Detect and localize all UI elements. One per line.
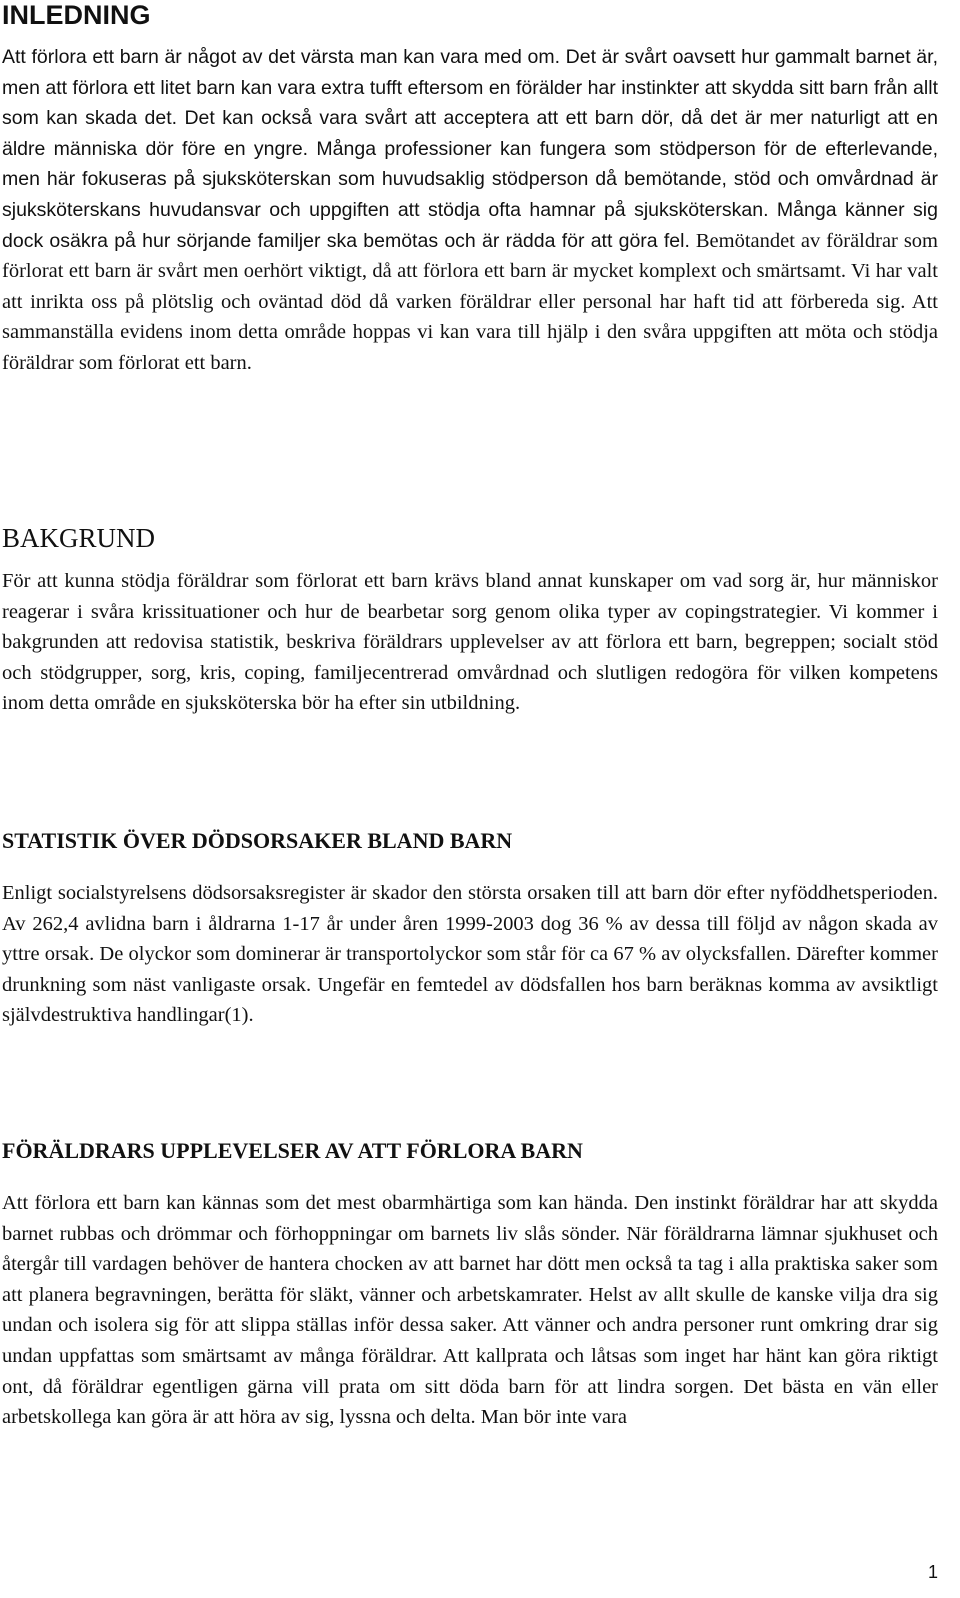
statistics-paragraph: Enligt socialstyrelsens dödsorsaksregister är skador den största orsaken till att barn dör efter nyföddhetsperioden. Av 262,4 avlidna barn i åldrarna 1-17 år under åren 1999-2003 dog 36 % av dessa till följd av någon skada av yttre orsak. De olyckor som dominerar är transportolyckor som står för ca 67 % av olycksfallen. Därefter kommer drunkning som näst vanligaste orsak. Ungefär en femtedel av dödsfallen hos barn beräknas komma av avsiktligt självdestruktiva handlingar(1). bbox=[2, 882, 938, 1027]
experiences-paragraph: Att förlora ett barn kan kännas som det mest obarmhärtiga som kan hända. Den instinkt föräldrar har att skydda barnet rubbas och drömmar och förhoppningar om barnets liv slås sönder. När föräldrarna lämnar sjukhuset och återgår till vardagen behöver de hantera chocken av att barnet har dött men också ta tag i alla praktiska saker som att planera begravningen, berätta för släkt, vänner och arbetskamrater. Helst av allt skulle de kanske vilja dra sig undan och isolera sig för att slippa ställas inför dessa saker. Att vänner och andra personer runt omkring drar sig undan uppfattas som smärtsamt av många föräldrar. Att kallprata och låtsas som inget har hänt kan göra riktigt ont, då föräldrar egentligen gärna vill prata om sitt döda barn för att lindra sorgen. Det bästa en vän eller arbetskollega kan göra är att höra av sig, lyssna och delta. Man bör inte vara bbox=[2, 1192, 938, 1429]
heading-foraldrars-upplevelser: FÖRÄLDRARS UPPLEVELSER AV ATT FÖRLORA BARN bbox=[2, 1138, 583, 1163]
intro-paragraph-serif-part: Bemötandet av föräldrar som förlorat ett barn är svårt men oerhört viktigt, då att förlora ett barn är mycket komplext och smärtsamt. Vi har valt att inrikta oss på plötslig och oväntad död då varken föräldrar eller personal har haft tid att förbereda sig. Att sammanställa evidens inom detta område hoppas vi kan vara till hjälp i den svåra uppgiften att möta och stödja föräldrar som förlorat ett barn. bbox=[2, 229, 939, 374]
intro-paragraph-sans-part: Att förlora ett barn är något av det värsta man kan vara med om. Det är svårt oavsett hur gammalt barnet är, men att förlora ett litet barn kan vara extra tufft eftersom en förälder har instinkter att skydda sitt barn från allt som kan skada det. Det kan också vara svårt att acceptera att ett barn dör, då det är mer naturligt att en äldre människa dör före en yngre. Många professioner kan fungera som stödperson för de efterlevande, men här fokuseras på sjuksköterskan som huvudsaklig stödperson då bemötande, stöd och omvårdnad är sjuksköterskans huvudansvar och uppgiften att stödja ofta hamnar på sjuksköterskan. Många känner sig dock osäkra på hur sörjande familjer ska bemötas och är rädda för att göra fel. bbox=[2, 46, 938, 252]
intro-paragraph bbox=[2, 42, 938, 379]
heading-inledning: INLEDNING bbox=[2, 0, 151, 30]
heading-bakgrund: BAKGRUND bbox=[2, 523, 156, 553]
heading-statistik: STATISTIK ÖVER DÖDSORSAKER BLAND BARN bbox=[2, 828, 513, 853]
page-number: 1 bbox=[927, 1562, 938, 1582]
background-paragraph: För att kunna stödja föräldrar som förlorat ett barn krävs bland annat kunskaper om vad sorg är, hur människor reagerar i svåra krissituationer och hur de bearbetar sorg genom olika typer av copingstrategier. Vi kommer i bakgrunden att redovisa statistik, beskriva föräldrars upplevelser av att förlora ett barn, begreppen; socialt stöd och stödgrupper, sorg, kris, coping, familjecentrerad omvårdnad och slutligen redogöra för vilken kompetens inom detta område en sjuksköterska bör ha efter sin utbildning. bbox=[2, 570, 938, 715]
